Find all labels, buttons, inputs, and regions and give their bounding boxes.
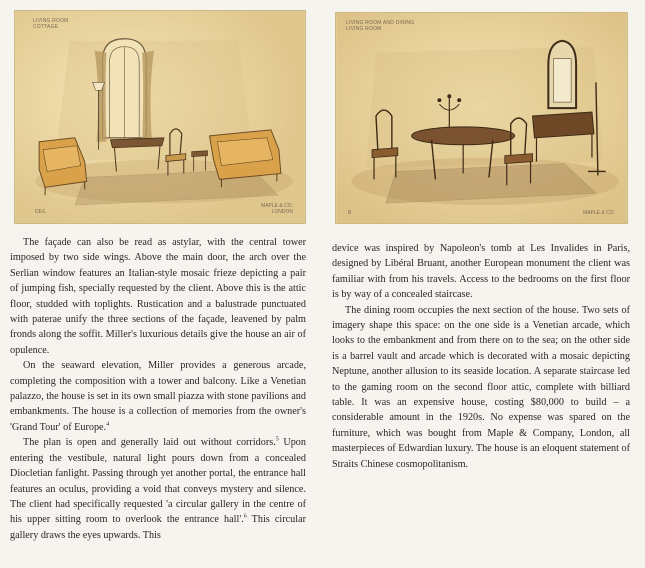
living-room-illustration bbox=[14, 10, 306, 224]
paragraph-text: This circular gallery draws the eyes upwards. This bbox=[10, 514, 306, 541]
dining-room-illustration bbox=[335, 12, 628, 224]
paragraph bbox=[10, 358, 306, 435]
text-column-right bbox=[332, 241, 630, 472]
plate-mark: DE/L bbox=[35, 209, 47, 215]
living-room-sketch bbox=[15, 11, 305, 223]
maker-stamp: MAPLE & CO. bbox=[583, 210, 615, 216]
paragraph-text: The plan is open and generally laid out without corridors. bbox=[23, 437, 276, 449]
footnote-marker: 5 bbox=[275, 436, 279, 443]
maker-stamp: MAPLE & CO. LONDON bbox=[261, 203, 293, 215]
dining-room-sketch bbox=[336, 13, 627, 223]
paragraph: The dining room occupies the next section of the house. Two sets of imagery shape this space: on the one side is a Venetian arcade, which looks to the embankment and from there on to the sea; on the other side is a barrel vault and arcade which is decorated with a mosaic depicting Neptune, another allusion to its seaside location. A separate staircase led to the gaming room on the second floor attic, complete with billiard table. It was an expensive house, costing $80,000 to build – a considerable amount in the 1920s. No expense was spared on the furniture, which was bought from Maple & Company, London, all masterpieces of Edwardian luxury. The house is an eloquent statement of Straits Chinese cosmopolitanism. bbox=[332, 304, 630, 470]
paragraph-text: Upon entering the vestibule, natural light pours down from a concealed Diocletian fanlight. Passing through yet another portal, the entrance hall features an oculus, providing a void that conveys mystery and silence. The client had specifically requested 'a circular gallery in the centre of his upper sitting room to overlook the entrance hall'. bbox=[10, 437, 306, 526]
plate-caption: LIVING ROOM AND DINING LIVING ROOM bbox=[346, 20, 415, 32]
paragraph: The façade can also be read as astylar, with the central tower imposed by two side wings. Above the main door, the arch over the Serlian window features an Italian-style mosaic frieze depicting a pair of jumping fish, specially requested by the client. Above this is the attic floor, studded with toplights. Rustication and a balustrade punctuated with paterae unify the three sections of the façade, leavened by palm fronds along the soffit. Miller's luxurious details give the house an air of opulence. bbox=[10, 237, 306, 356]
paragraph bbox=[10, 435, 306, 543]
plate-mark: B bbox=[348, 210, 352, 216]
paragraph: device was inspired by Napoleon's tomb at Les Invalides in Paris, designed by Libéral Bruant, another European monument the client was familiar with from his travels. Access to the bedrooms on the first floor is by way of a concealed staircase. bbox=[332, 243, 630, 301]
paragraph-text: On the seaward elevation, Miller provides a generous arcade, completing the composition with a tower and balcony. Like a Venetian palazzo, the house is set in its own small piazza with stone pavilions and embankments. The house is a collection of memories from the owner's 'Grand Tour' of Europe. bbox=[10, 360, 306, 433]
footnote-marker: 4 bbox=[106, 421, 110, 428]
plate-caption: LIVING ROOM COTTAGE bbox=[33, 18, 69, 30]
text-column-left bbox=[10, 235, 306, 543]
footnote-marker: 6 bbox=[243, 513, 247, 520]
